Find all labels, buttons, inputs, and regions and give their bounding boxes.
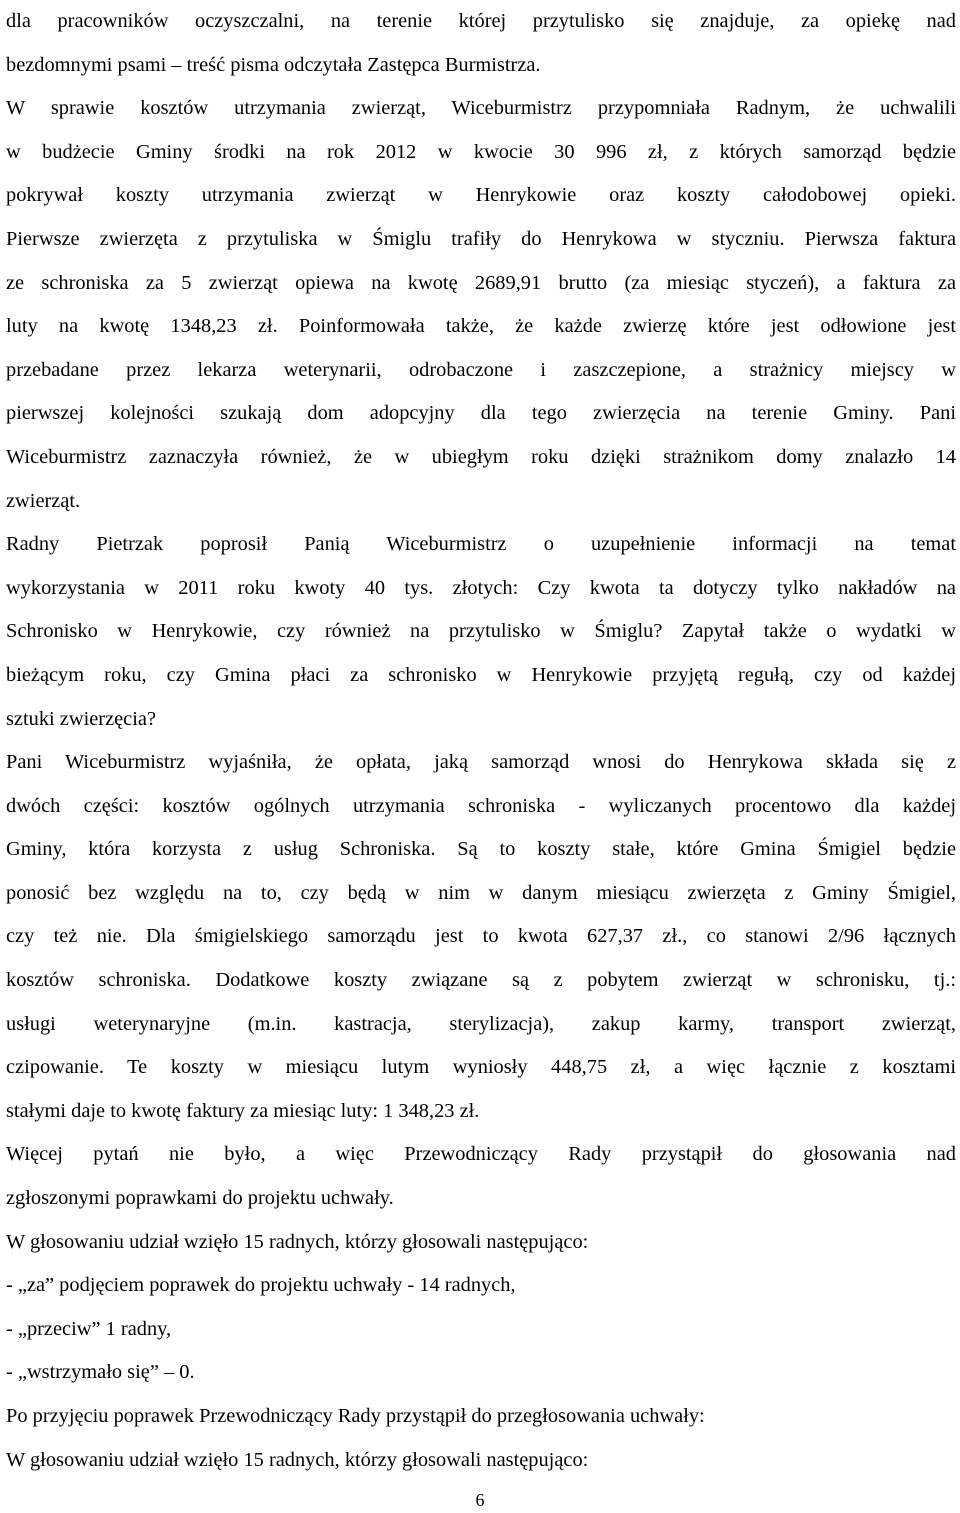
text-line: Schronisko w Henrykowie, czy również na przytulisko w Śmiglu? Zapytał także o wydatki w (6, 620, 956, 643)
text-line: ze schroniska za 5 zwierząt opiewa na kwotę 2689,91 brutto (za miesiąc styczeń), a faktura za (6, 271, 956, 294)
text-line: W sprawie kosztów utrzymania zwierząt, Wiceburmistrz przypomniała Radnym, że uchwalili (6, 97, 956, 120)
document-page (6, 0, 956, 1482)
text-line: dla pracowników oczyszczalni, na terenie której przytulisko się znajduje, za opiekę nad (6, 10, 956, 32)
text-line: bezdomnymi psami – treść pisma odczytała Zastępca Burmistrza. (6, 53, 541, 76)
paragraph-question-pietrzak (6, 523, 956, 741)
text-line: zgłoszonymi poprawkami do projektu uchwały. (6, 1187, 394, 1210)
text-line: dwóch części: kosztów ogólnych utrzymania schroniska - wyliczanych procentowo dla każdej (6, 794, 956, 817)
text-line: czipowanie. Te koszty w miesiącu lutym wyniosły 448,75 zł, a więc łącznie z kosztami (6, 1056, 956, 1079)
text-line: zwierząt. (6, 489, 81, 512)
text-line: Wiceburmistrz zaznaczyła również, że w ubiegłym roku dzięki strażnikom domy znalazło 14 (6, 445, 956, 468)
text-line: kosztów schroniska. Dodatkowe koszty związane są z pobytem zwierząt w schronisku, tj.: (6, 969, 956, 992)
text-line: w budżecie Gminy środki na rok 2012 w kwocie 30 996 zł, z których samorząd będzie (6, 140, 956, 163)
voting-intro: W głosowaniu udział wzięło 15 radnych, którzy głosowali następująco: (6, 1230, 589, 1253)
text-line: wykorzystania w 2011 roku kwoty 40 tys. złotych: Czy kwota ta dotyczy tylko nakładów na (6, 576, 956, 599)
text-line: Pani Wiceburmistrz wyjaśniła, że opłata, jaką samorząd wnosi do Henrykowa składa się z (6, 751, 956, 774)
text-line: Radny Pietrzak poprosił Panią Wiceburmistrz o uzupełnienie informacji na temat (6, 533, 956, 556)
text-line: sztuki zwierzęcia? (6, 707, 157, 730)
text-line: Gminy, która korzysta z usług Schroniska. Są to koszty stałe, które Gmina Śmigiel będzie (6, 838, 956, 861)
text-line: Więcej pytań nie było, a więc Przewodniczący Rady przystąpił do głosowania nad (6, 1143, 956, 1166)
resolution-vote-intro: Po przyjęciu poprawek Przewodniczący Rady przystąpił do przegłosowania uchwały: (6, 1405, 705, 1427)
voting-intro-second: W głosowaniu udział wzięło 15 radnych, którzy głosowali następująco: (6, 1448, 589, 1471)
text-line: bieżącym roku, czy Gmina płaci za schronisko w Henrykowie przyjętą regułą, czy od każdej (6, 663, 956, 686)
text-line: przebadane przez lekarza weterynarii, odrobaczone i zaszczepione, a strażnicy miejscy w (6, 358, 956, 381)
text-line: ponosić bez względu na to, czy będą w nim w danym miesiącu zwierzęta z Gminy Śmigiel, (6, 881, 956, 904)
text-line: Pierwsze zwierzęta z przytuliska w Śmiglu trafiły do Henrykowa w styczniu. Pierwsza faktura (6, 227, 956, 250)
vote-abstain: - „wstrzymało się” – 0. (6, 1361, 195, 1384)
text-line: pokrywał koszty utrzymania zwierząt w Henrykowie oraz koszty całodobowej opieki. (6, 184, 956, 207)
paragraph-explanation (6, 741, 956, 1133)
text-line: pierwszej kolejności szukają dom adopcyjny dla tego zwierzęcia na terenie Gminy. Pani (6, 402, 956, 425)
text-line: stałymi daje to kwotę faktury za miesiąc luty: 1 348,23 zł. (6, 1099, 480, 1122)
page-number: 6 (475, 1490, 485, 1510)
text-line: usługi weterynaryjne (m.in. kastracja, sterylizacja), zakup karmy, transport zwierząt, (6, 1012, 956, 1035)
vote-against: - „przeciw” 1 radny, (6, 1317, 172, 1340)
text-line: czy też nie. Dla śmigielskiego samorządu jest to kwota 627,37 zł., co stanowi 2/96 łącznych (6, 925, 956, 948)
paragraph-animal-costs (6, 87, 956, 523)
paragraph-no-more-questions (6, 1133, 956, 1220)
text-line: luty na kwotę 1348,23 zł. Poinformowała także, że każde zwierzę które jest odłowione jest (6, 315, 956, 338)
paragraph-continuation (6, 0, 956, 87)
vote-for: - „za” podjęciem poprawek do projektu uchwały - 14 radnych, (6, 1274, 516, 1297)
